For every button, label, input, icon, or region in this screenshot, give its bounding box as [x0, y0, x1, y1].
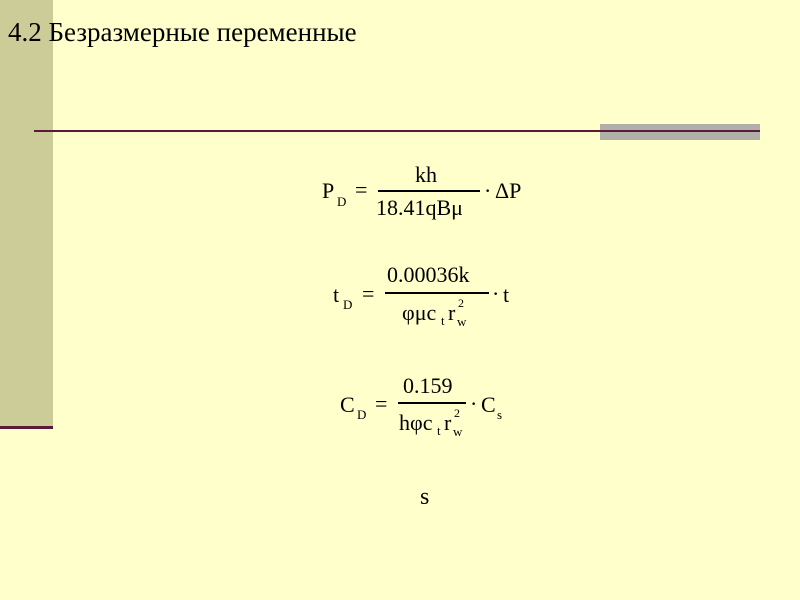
pd-rhs: ΔP — [495, 178, 522, 203]
pd-lhs-sub: D — [337, 194, 347, 209]
slide-title: 4.2 Безразмерные переменные — [8, 17, 357, 47]
cd-den-main: hφc — [399, 410, 433, 435]
cd-dot: · — [470, 391, 478, 416]
pd-lhs: P — [322, 178, 335, 203]
cd-den-r: r — [444, 410, 452, 435]
cd-den-sub-t: t — [437, 423, 441, 438]
pd-dot: · — [484, 178, 492, 203]
cd-equals: = — [375, 391, 388, 416]
pd-numerator: kh — [415, 162, 437, 187]
td-fraction-bar — [385, 292, 489, 294]
rule-accent-block — [600, 124, 760, 140]
pd-denominator: 18.41qBμ — [376, 195, 463, 220]
cd-den-sup: 2 — [454, 406, 460, 420]
td-lhs: t — [333, 282, 340, 307]
td-rhs: t — [503, 282, 510, 307]
skin-factor-symbol: s — [420, 484, 430, 510]
pd-fraction-bar — [378, 190, 480, 192]
left-decorative-bar — [0, 0, 53, 426]
td-den-main: φμc — [402, 300, 437, 325]
td-den-sub-w: w — [457, 314, 467, 329]
td-den-sup: 2 — [458, 296, 464, 310]
td-den-r: r — [448, 300, 456, 325]
td-dot: · — [492, 281, 500, 306]
left-bar-underline — [0, 426, 53, 429]
cd-numerator: 0.159 — [403, 373, 453, 398]
cd-lhs-sub: D — [357, 407, 367, 422]
td-lhs-sub: D — [343, 297, 353, 312]
cd-den-sub-w: w — [453, 424, 463, 439]
cd-rhs-sub: s — [497, 407, 503, 422]
td-den-sub-t: t — [441, 313, 445, 328]
cd-fraction-bar — [398, 402, 466, 404]
cd-lhs: C — [340, 392, 355, 417]
cd-rhs: C — [481, 392, 496, 417]
td-equals: = — [362, 281, 375, 306]
pd-equals: = — [355, 177, 368, 202]
rule-accent-line — [600, 130, 760, 132]
td-numerator: 0.00036k — [387, 262, 470, 287]
